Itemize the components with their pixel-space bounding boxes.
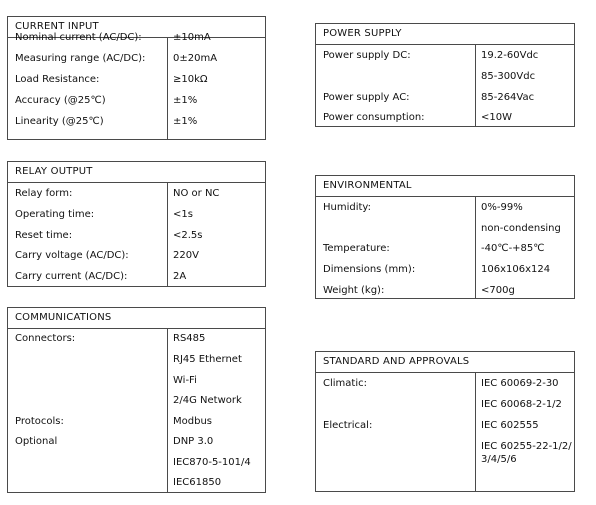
spec-value: RS485 xyxy=(173,333,206,344)
power-supply-panel xyxy=(315,23,575,127)
spec-value: 2A xyxy=(173,271,187,282)
current-input-table xyxy=(8,32,265,140)
spec-value: 0%-99% xyxy=(481,202,523,213)
standard-approvals-title: STANDARD AND APPROVALS xyxy=(316,352,574,373)
spec-label: Carry voltage (AC/DC): xyxy=(15,250,129,261)
relay-output-title: RELAY OUTPUT xyxy=(8,162,265,183)
spec-label: Connectors: xyxy=(15,333,76,344)
column-divider xyxy=(167,183,168,287)
spec-value: 220V xyxy=(173,250,199,261)
spec-label: Optional xyxy=(15,436,58,447)
spec-label: Operating time: xyxy=(15,209,95,220)
spec-label: Dimensions (mm): xyxy=(323,264,416,275)
current-input-panel xyxy=(7,16,266,140)
spec-label: Power supply AC: xyxy=(323,92,410,103)
environmental-table xyxy=(316,197,574,299)
spec-value: IEC870-5-101/4 xyxy=(173,457,251,468)
communications-panel xyxy=(7,307,266,493)
spec-value: <10W xyxy=(481,112,512,123)
spec-value: IEC61850 xyxy=(173,477,222,488)
power-supply-title: POWER SUPPLY xyxy=(316,24,574,45)
column-divider xyxy=(167,329,168,493)
spec-value: 2/4G Network xyxy=(173,395,242,406)
spec-label: Temperature: xyxy=(323,243,390,254)
spec-label: Weight (kg): xyxy=(323,285,385,296)
spec-value: 85-300Vdc xyxy=(481,71,536,82)
spec-label: Nominal current (AC/DC): xyxy=(15,32,142,43)
spec-value: Wi-Fi xyxy=(173,375,197,386)
environmental-panel xyxy=(315,175,575,299)
column-divider xyxy=(475,373,476,492)
spec-label: Protocols: xyxy=(15,416,64,427)
spec-value: 106x106x124 xyxy=(481,264,551,275)
spec-value: -40℃-+85℃ xyxy=(481,243,545,254)
spec-label: Power supply DC: xyxy=(323,50,411,61)
communications-title: COMMUNICATIONS xyxy=(8,308,265,329)
spec-value: IEC 60069-2-30 xyxy=(481,378,559,389)
spec-value: ±1% xyxy=(173,116,198,127)
spec-value: 0±20mA xyxy=(173,53,218,64)
spec-value: ±10mA xyxy=(173,32,211,43)
spec-value: <700g xyxy=(481,285,515,296)
spec-value: non-condensing xyxy=(481,223,561,234)
spec-label: Climatic: xyxy=(323,378,367,389)
spec-value: IEC 60255-22-1/2/ xyxy=(481,441,572,452)
spec-label: Linearity (@25℃) xyxy=(15,116,104,127)
spec-value: Modbus xyxy=(173,416,212,427)
spec-value: ≥10kΩ xyxy=(173,74,208,85)
spec-value: 19.2-60Vdc xyxy=(481,50,539,61)
standard-approvals-table xyxy=(316,373,574,492)
spec-value: 3/4/5/6 xyxy=(481,454,517,465)
spec-value: 85-264Vac xyxy=(481,92,535,103)
column-divider xyxy=(167,38,168,140)
spec-value: IEC 602555 xyxy=(481,420,539,431)
relay-output-panel xyxy=(7,161,266,287)
spec-value: RJ45 Ethernet xyxy=(173,354,242,365)
spec-label: Accuracy (@25℃) xyxy=(15,95,106,106)
spec-label: Carry current (AC/DC): xyxy=(15,271,128,282)
spec-value: IEC 60068-2-1/2 xyxy=(481,399,562,410)
column-divider xyxy=(475,45,476,127)
standard-approvals-panel xyxy=(315,351,575,492)
spec-label: Power consumption: xyxy=(323,112,425,123)
spec-label: Humidity: xyxy=(323,202,371,213)
current-input-title: CURRENT INPUT xyxy=(8,17,265,38)
spec-value: NO or NC xyxy=(173,188,220,199)
spec-value: DNP 3.0 xyxy=(173,436,214,447)
spec-label: Load Resistance: xyxy=(15,74,100,85)
spec-label: Measuring range (AC/DC): xyxy=(15,53,146,64)
relay-output-table xyxy=(8,183,265,287)
spec-value: <1s xyxy=(173,209,193,220)
spec-label: Relay form: xyxy=(15,188,73,199)
spec-label: Reset time: xyxy=(15,230,73,241)
environmental-title: ENVIRONMENTAL xyxy=(316,176,574,197)
spec-label: Electrical: xyxy=(323,420,373,431)
power-supply-table xyxy=(316,45,574,127)
spec-value: <2.5s xyxy=(173,230,203,241)
communications-table xyxy=(8,329,265,493)
spec-value: ±1% xyxy=(173,95,198,106)
column-divider xyxy=(475,197,476,299)
